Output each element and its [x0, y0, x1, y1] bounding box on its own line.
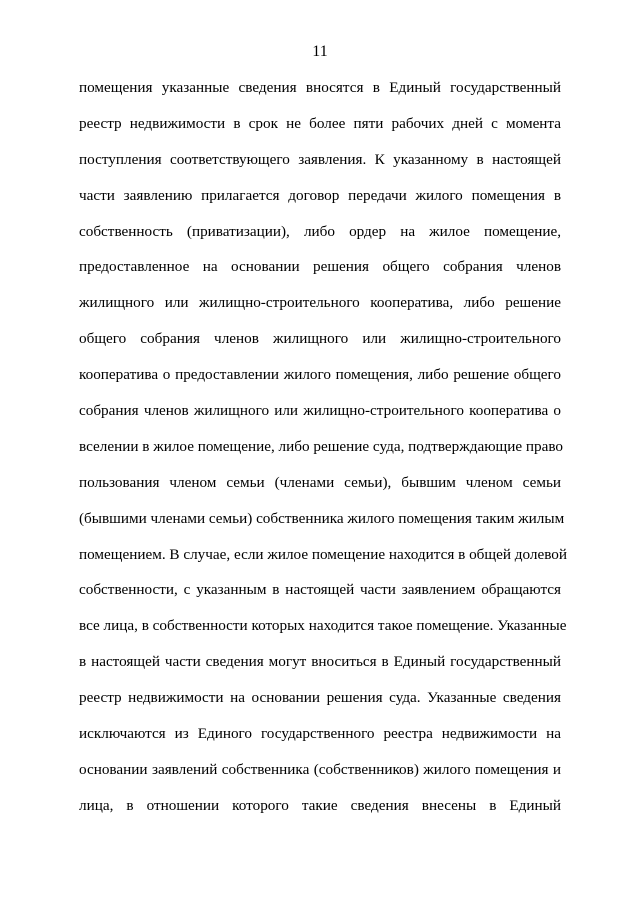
text-line: в настоящей части сведения могут вноситься в Единый государственный: [79, 653, 561, 671]
body-text: [79, 76, 567, 830]
text-line: исключаются из Единого государственного реестра недвижимости на: [79, 725, 561, 743]
text-line: собственности, с указанным в настоящей части заявлением обращаются: [79, 581, 561, 599]
text-line: предоставленное на основании решения общего собрания членов: [79, 258, 561, 276]
text-line: (бывшими членами семьи) собственника жилого помещения таким жилым: [79, 509, 565, 527]
text-line: все лица, в собственности которых находится такое помещение. Указанные: [79, 617, 567, 635]
text-line: собственность (приватизации), либо ордер на жилое помещение,: [79, 222, 561, 240]
text-line: поступления соответствующего заявления. К указанному в настоящей: [79, 150, 561, 168]
text-line: основании заявлений собственника (собственников) жилого помещения и: [79, 760, 561, 778]
text-line: вселении в жилое помещение, либо решение суда, подтверждающие право: [79, 437, 564, 455]
text-line: помещения указанные сведения вносятся в Единый государственный: [79, 79, 561, 96]
text-line: помещением. В случае, если жилое помещение находится в общей долевой: [79, 545, 567, 563]
text-line: жилищного или жилищно-строительного кооператива, либо решение: [79, 294, 561, 312]
text-line: кооператива о предоставлении жилого помещения, либо решение общего: [79, 366, 561, 384]
text-line: реестр недвижимости в срок не более пяти рабочих дней с момента: [79, 114, 561, 132]
text-line: собрания членов жилищного или жилищно-строительного кооператива о: [79, 402, 561, 420]
text-line: реестр недвижимости на основании решения суда. Указанные сведения: [79, 689, 561, 707]
text-line: части заявлению прилагается договор передачи жилого помещения в: [79, 186, 561, 204]
text-line: общего собрания членов жилищного или жилищно-строительного: [79, 330, 561, 348]
text-line: пользования членом семьи (членами семьи), бывшим членом семьи: [79, 473, 561, 491]
page-number: 11: [312, 43, 328, 60]
text-line: лица, в отношении которого такие сведения внесены в Единый: [79, 796, 561, 814]
